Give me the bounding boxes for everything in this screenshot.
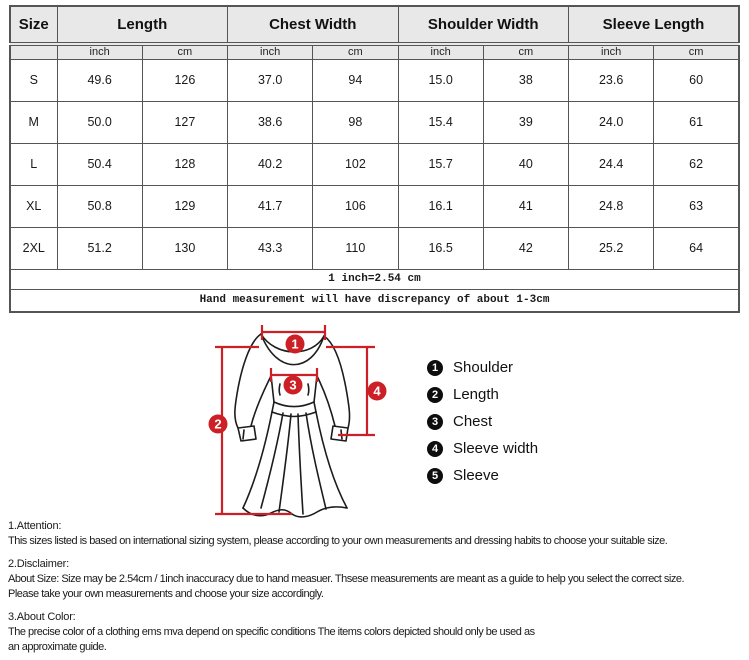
size-chart xyxy=(9,5,740,313)
units-spacer-cell xyxy=(10,44,57,59)
attention-section xyxy=(8,519,741,549)
marker-sleeve-width xyxy=(368,382,387,401)
size-cell: 2XL xyxy=(10,227,57,269)
inch-conversion-note: 1 inch=2.54 cm xyxy=(10,269,739,289)
svg-text:1: 1 xyxy=(291,336,299,352)
inch-conversion-note-row xyxy=(10,269,739,289)
header-row xyxy=(10,6,739,44)
value-cell: 23.6 xyxy=(569,59,654,101)
legend-item-shoulder xyxy=(427,354,538,381)
legend-label: Chest xyxy=(453,413,493,430)
measurement-discrepancy-note-row xyxy=(10,289,739,312)
marker-chest xyxy=(284,376,303,395)
unit-cell: cm xyxy=(654,44,739,59)
legend-number-badge: 2 xyxy=(427,387,443,403)
col-header-length: Length xyxy=(57,6,228,44)
value-cell: 127 xyxy=(142,101,227,143)
value-cell: 43.3 xyxy=(228,227,313,269)
table-row-xl xyxy=(10,185,739,227)
value-cell: 40 xyxy=(483,143,568,185)
legend-item-sleeve-width xyxy=(427,435,538,462)
value-cell: 50.8 xyxy=(57,185,142,227)
measurement-diagram-section xyxy=(0,313,749,513)
value-cell: 16.5 xyxy=(398,227,483,269)
col-header-size: Size xyxy=(10,6,57,44)
about-color-text-line-1: The precise color of a clothing ems mva depend on specific conditions The items colors depicted should only be used as xyxy=(8,626,535,638)
value-cell: 15.7 xyxy=(398,143,483,185)
table-row-s xyxy=(10,59,739,101)
disclaimer-text-line-2: Please take your own measurements and choose your size accordingly. xyxy=(8,588,324,600)
unit-cell: inch xyxy=(569,44,654,59)
unit-cell: cm xyxy=(313,44,398,59)
value-cell: 49.6 xyxy=(57,59,142,101)
footnotes xyxy=(0,513,749,655)
legend-label: Shoulder xyxy=(453,359,514,376)
legend-label: Sleeve width xyxy=(453,440,539,457)
value-cell: 98 xyxy=(313,101,398,143)
size-cell: S xyxy=(10,59,57,101)
dress-measurement-diagram xyxy=(195,322,395,522)
value-cell: 39 xyxy=(483,101,568,143)
table-row-l xyxy=(10,143,739,185)
units-row xyxy=(10,44,739,59)
legend-label: Length xyxy=(453,386,499,403)
measurement-legend xyxy=(427,354,538,489)
value-cell: 94 xyxy=(313,59,398,101)
measurement-discrepancy-note: Hand measurement will have discrepancy of about 1-3cm xyxy=(10,289,739,312)
value-cell: 50.4 xyxy=(57,143,142,185)
col-header-sleeve-length: Sleeve Length xyxy=(569,6,740,44)
value-cell: 24.0 xyxy=(569,101,654,143)
value-cell: 62 xyxy=(654,143,739,185)
svg-text:4: 4 xyxy=(373,383,381,399)
value-cell: 63 xyxy=(654,185,739,227)
value-cell: 41 xyxy=(483,185,568,227)
value-cell: 41.7 xyxy=(228,185,313,227)
size-cell: L xyxy=(10,143,57,185)
unit-cell: inch xyxy=(228,44,313,59)
table-row-m xyxy=(10,101,739,143)
value-cell: 110 xyxy=(313,227,398,269)
attention-title: 1.Attention: xyxy=(8,520,62,532)
value-cell: 128 xyxy=(142,143,227,185)
svg-text:2: 2 xyxy=(214,416,222,432)
unit-cell: cm xyxy=(142,44,227,59)
marker-length xyxy=(209,415,228,434)
value-cell: 24.4 xyxy=(569,143,654,185)
value-cell: 129 xyxy=(142,185,227,227)
col-header-shoulder-width: Shoulder Width xyxy=(398,6,569,44)
value-cell: 42 xyxy=(483,227,568,269)
legend-item-sleeve xyxy=(427,462,538,489)
unit-cell: cm xyxy=(483,44,568,59)
legend-number-badge: 3 xyxy=(427,414,443,430)
value-cell: 50.0 xyxy=(57,101,142,143)
svg-text:3: 3 xyxy=(289,377,297,393)
legend-number-badge: 5 xyxy=(427,468,443,484)
value-cell: 38 xyxy=(483,59,568,101)
legend-number-badge: 4 xyxy=(427,441,443,457)
value-cell: 38.6 xyxy=(228,101,313,143)
about-color-section xyxy=(8,610,741,655)
legend-item-length xyxy=(427,381,538,408)
unit-cell: inch xyxy=(57,44,142,59)
legend-label: Sleeve xyxy=(453,467,499,484)
size-chart-table xyxy=(9,5,740,313)
legend-number-badge: 1 xyxy=(427,360,443,376)
value-cell: 40.2 xyxy=(228,143,313,185)
marker-shoulder xyxy=(286,335,305,354)
value-cell: 16.1 xyxy=(398,185,483,227)
value-cell: 130 xyxy=(142,227,227,269)
value-cell: 61 xyxy=(654,101,739,143)
disclaimer-section xyxy=(8,557,741,602)
size-cell: XL xyxy=(10,185,57,227)
value-cell: 25.2 xyxy=(569,227,654,269)
value-cell: 106 xyxy=(313,185,398,227)
value-cell: 51.2 xyxy=(57,227,142,269)
disclaimer-title: 2.Disclaimer: xyxy=(8,558,69,570)
about-color-text-line-2: an approximate guide. xyxy=(8,641,107,653)
value-cell: 64 xyxy=(654,227,739,269)
attention-text: This sizes listed is based on international sizing system, please according to your own measurements and dressing habits to choose your suitable size. xyxy=(8,535,668,547)
value-cell: 60 xyxy=(654,59,739,101)
value-cell: 37.0 xyxy=(228,59,313,101)
value-cell: 15.4 xyxy=(398,101,483,143)
unit-cell: inch xyxy=(398,44,483,59)
value-cell: 126 xyxy=(142,59,227,101)
value-cell: 24.8 xyxy=(569,185,654,227)
value-cell: 102 xyxy=(313,143,398,185)
value-cell: 15.0 xyxy=(398,59,483,101)
col-header-chest-width: Chest Width xyxy=(228,6,399,44)
legend-item-chest xyxy=(427,408,538,435)
disclaimer-text-line-1: About Size: Size may be 2.54cm / 1inch inaccuracy due to hand measuer. Thsese measurements are meant as a guide to help you select the correct size. xyxy=(8,573,685,585)
size-cell: M xyxy=(10,101,57,143)
dress-outline-drawing xyxy=(235,334,350,517)
about-color-title: 3.About Color: xyxy=(8,611,76,623)
table-row-2xl xyxy=(10,227,739,269)
